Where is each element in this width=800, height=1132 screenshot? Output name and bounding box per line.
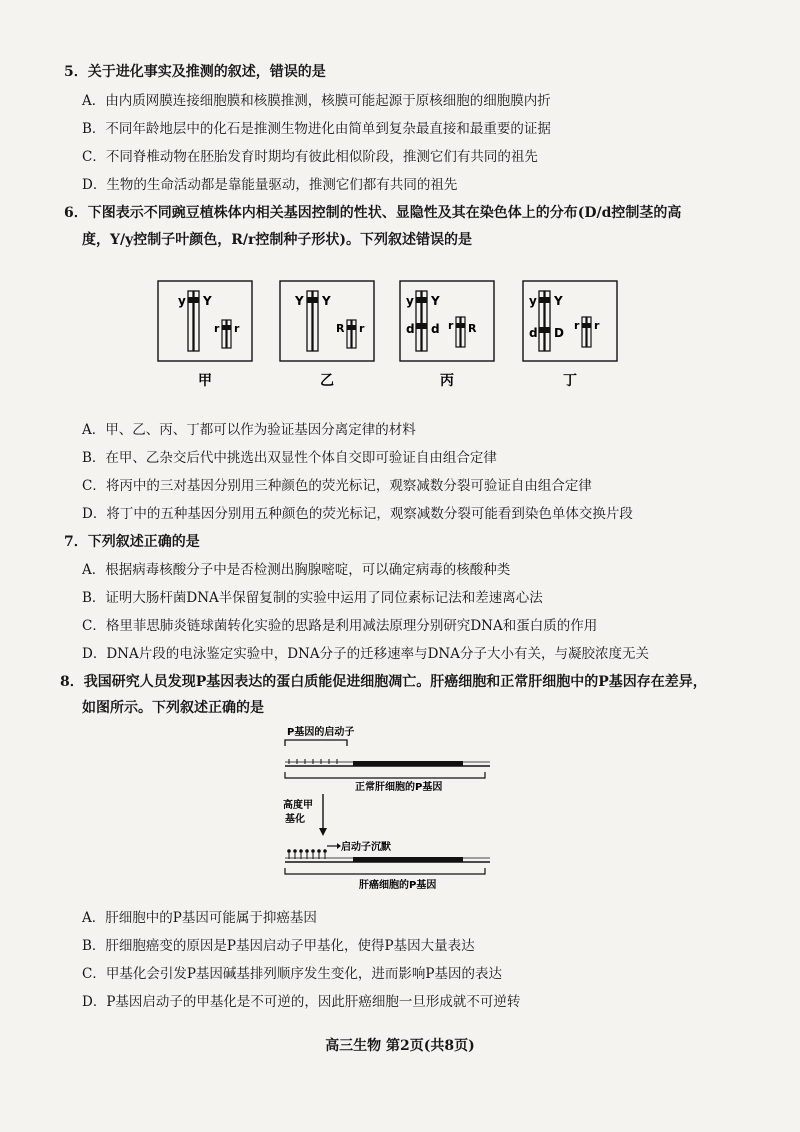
question-5-option-a: A．由内质网膜连接细胞膜和核膜推测，核膜可能起源于原核细胞的细胞膜内折 — [82, 93, 551, 109]
question-5-option-b: B．不同年龄地层中的化石是推测生物进化由简单到复杂最直接和最重要的证据 — [82, 121, 551, 137]
gene-label: Y — [554, 294, 563, 308]
question-5-option-c: C．不同脊椎动物在胚胎发育时期均有彼此相似阶段，推测它们有共同的祖先 — [82, 149, 538, 165]
gene-label: R — [468, 322, 477, 335]
gene-label: Y — [431, 294, 440, 308]
gene-label: r — [234, 322, 240, 335]
gene-label: d — [431, 322, 440, 336]
promoter-silence-label: 启动子沉默 — [341, 842, 391, 853]
question-8-stem-cont: 如图所示。下列叙述正确的是 — [82, 700, 264, 716]
gene-label: Y — [295, 294, 304, 308]
chromosome-figure — [150, 275, 620, 395]
gene-label: r — [574, 319, 580, 332]
gene-label: d — [529, 326, 538, 340]
gene-label: Y — [322, 294, 331, 308]
panel-frame — [280, 281, 374, 361]
panel-frame — [523, 281, 617, 361]
question-6-option-a: A．甲、乙、丙、丁都可以作为验证基因分离定律的材料 — [82, 422, 416, 438]
question-7-option-d: D．DNA片段的电泳鉴定实验中，DNA分子的迁移速率与DNA分子大小有关，与凝胶浓度无关 — [82, 646, 649, 662]
gene-label: D — [554, 326, 564, 340]
panel-caption: 丙 — [440, 373, 454, 389]
gene-label: y — [406, 294, 414, 308]
question-5-option-d: D．生物的生命活动都是靠能量驱动，推测它们都有共同的祖先 — [82, 177, 458, 193]
gene-label: r — [359, 322, 365, 335]
gene-label: r — [214, 322, 220, 335]
panel-frame — [158, 281, 252, 361]
panel-jia — [158, 281, 252, 389]
panel-ding — [523, 281, 617, 389]
gene-label: y — [529, 294, 537, 308]
gene-label: Y — [203, 294, 212, 308]
panel-caption: 丁 — [563, 373, 577, 389]
panel-frame — [400, 281, 494, 361]
normal-gene — [285, 759, 490, 766]
question-6-stem-cont: 度，Y/y控制子叶颜色，R/r控制种子形状)。下列叙述错误的是 — [82, 232, 472, 248]
panel-caption: 甲 — [198, 373, 212, 389]
p-gene-methylation-figure — [275, 722, 515, 894]
methylation-label-line1: 高度甲 — [283, 800, 313, 811]
cancer-gene-label: 肝癌细胞的P基因 — [359, 880, 437, 891]
question-7-option-c: C．格里菲思肺炎链球菌转化实验的思路是利用减法原理分别研究DNA和蛋白质的作用 — [82, 618, 598, 634]
question-8-option-c: C．甲基化会引发P基因碱基排列顺序发生变化，进而影响P基因的表达 — [82, 966, 502, 982]
question-8-option-d: D．P基因启动子的甲基化是不可逆的，因此肝癌细胞一旦形成就不可逆转 — [82, 994, 521, 1010]
question-8-stem: 8．我国研究人员发现P基因表达的蛋白质能促进细胞凋亡。肝癌细胞和正常肝细胞中的P基因存在差异， — [60, 674, 707, 690]
gene-label: r — [594, 319, 600, 332]
gene-label: d — [406, 322, 415, 336]
question-8-option-a: A．肝细胞中的P基因可能属于抑癌基因 — [82, 910, 317, 926]
gene-label: R — [336, 322, 345, 335]
question-7-option-a: A．根据病毒核酸分子中是否检测出胸腺嘧啶，可以确定病毒的核酸种类 — [82, 562, 511, 578]
gene-label: r — [448, 319, 454, 332]
question-8-option-b: B．肝细胞癌变的原因是P基因启动子甲基化，使得P基因大量表达 — [82, 938, 475, 954]
methylation-label-line2: 基化 — [285, 814, 305, 825]
gene-label: y — [178, 294, 186, 308]
question-5-stem: 5．关于进化事实及推测的叙述，错误的是 — [64, 64, 326, 80]
question-6-stem: 6．下图表示不同豌豆植株体内相关基因控制的性状、显隐性及其在染色体上的分布(D/d控制茎的高 — [64, 205, 682, 221]
panel-caption: 乙 — [320, 373, 334, 389]
promoter-label: P基因的启动子 — [287, 727, 355, 738]
question-6-option-c: C．将丙中的三对基因分别用三种颜色的荧光标记，观察减数分裂可验证自由组合定律 — [82, 478, 592, 494]
question-6-option-b: B．在甲、乙杂交后代中挑选出双显性个体自交即可验证自由组合定律 — [82, 450, 497, 466]
normal-gene-label: 正常肝细胞的P基因 — [355, 782, 443, 793]
question-7-option-b: B．证明大肠杆菌DNA半保留复制的实验中运用了同位素标记法和差速离心法 — [82, 590, 543, 606]
page-footer: 高三生物 第2页(共8页) — [325, 1038, 475, 1054]
panel-bing — [400, 281, 494, 389]
panel-yi — [280, 281, 374, 389]
question-7-stem: 7．下列叙述正确的是 — [64, 534, 200, 550]
question-6-option-d: D．将丁中的五种基因分别用五种颜色的荧光标记，观察减数分裂可能看到染色单体交换片段 — [82, 506, 633, 522]
